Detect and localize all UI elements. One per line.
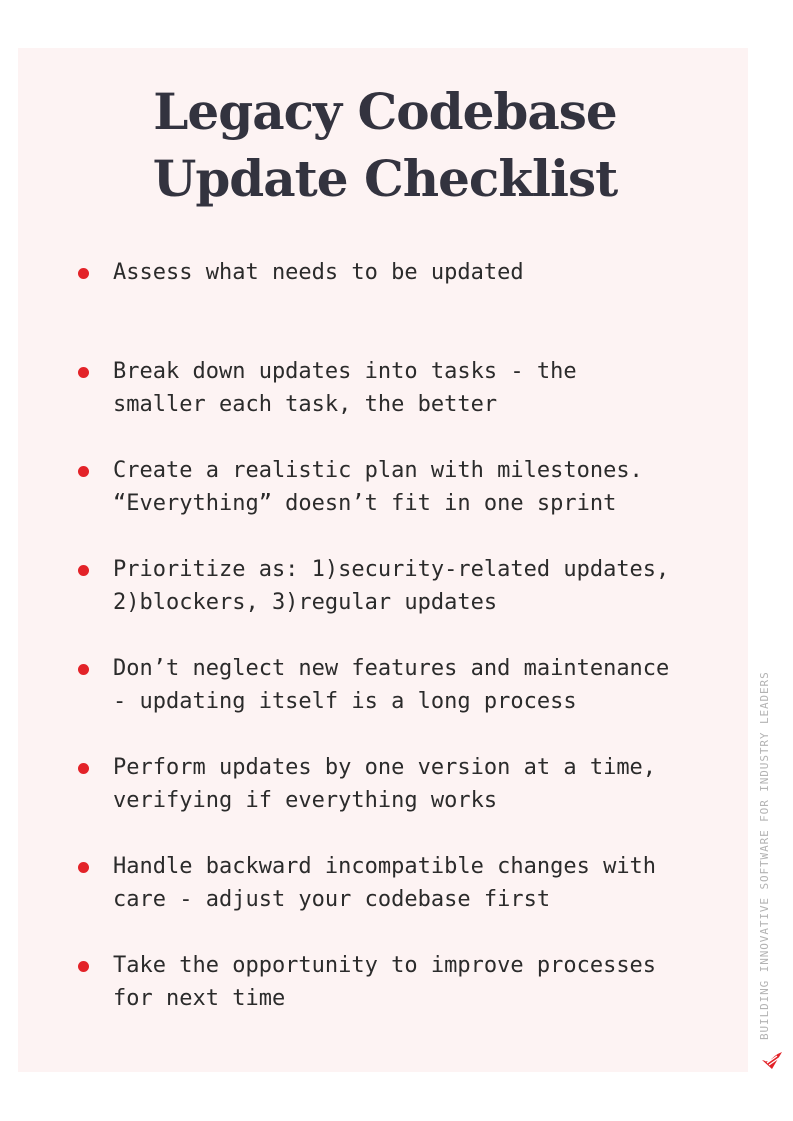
checklist: [0, 256, 793, 1048]
checklist-item: [0, 652, 793, 751]
bullet-dot-icon: [78, 961, 89, 972]
bullet-dot-icon: [78, 367, 89, 378]
bullet-dot-icon: [78, 862, 89, 873]
checklist-item-text: Perform updates by one version at a time, verifying if everything works: [113, 755, 657, 813]
page-title: [0, 78, 770, 212]
bullet-dot-icon: [78, 664, 89, 675]
checklist-item-text: Assess what needs to be updated: [113, 260, 524, 285]
bullet-dot-icon: [78, 763, 89, 774]
checklist-item: [0, 256, 793, 355]
checklist-item: [0, 751, 793, 850]
checklist-item: [0, 949, 793, 1048]
checklist-item-text: Take the opportunity to improve processes for next time: [113, 953, 657, 1011]
bullet-dot-icon: [78, 565, 89, 576]
checklist-item: [0, 850, 793, 949]
brand-logo-icon: [760, 1048, 784, 1072]
title-line-1: Legacy Codebase: [153, 82, 617, 141]
checklist-item: [0, 553, 793, 652]
checklist-item-text: Prioritize as: 1)security-related updates, 2)blockers, 3)regular updates: [113, 557, 670, 615]
title-line-2: Update Checklist: [152, 149, 618, 208]
checklist-item: [0, 454, 793, 553]
checklist-item-text: Break down updates into tasks - the smaller each task, the better: [113, 359, 577, 417]
checklist-item: [0, 355, 793, 454]
checklist-item-text: Create a realistic plan with milestones. “Everything” doesn’t fit in one sprint: [113, 458, 643, 516]
bullet-dot-icon: [78, 268, 89, 279]
checklist-item-text: Handle backward incompatible changes with care - adjust your codebase first: [113, 854, 657, 912]
brand-tagline: BUILDING INNOVATIVE SOFTWARE FOR INDUSTRY LEADERS: [758, 671, 771, 1040]
bullet-dot-icon: [78, 466, 89, 477]
checklist-item-text: Don’t neglect new features and maintenance - updating itself is a long process: [113, 656, 670, 714]
